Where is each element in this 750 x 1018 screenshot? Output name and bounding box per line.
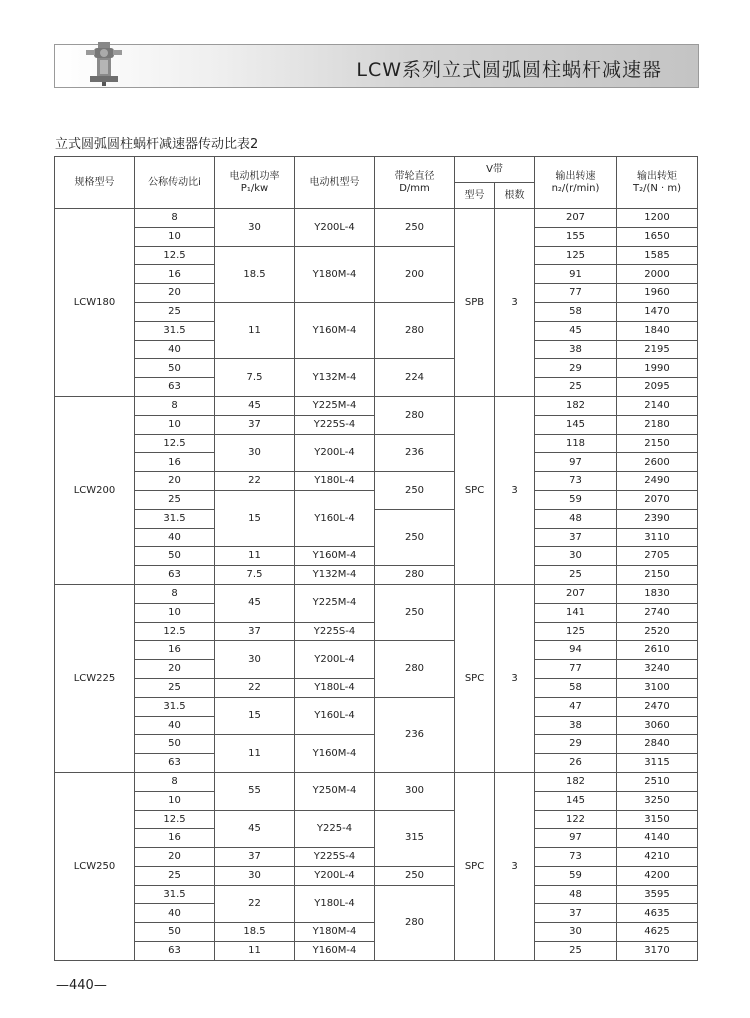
torque-cell: 2510 — [617, 772, 698, 791]
torque-cell: 2140 — [617, 396, 698, 415]
ratio-cell: 31.5 — [135, 509, 215, 528]
torque-cell: 2520 — [617, 622, 698, 641]
speed-cell: 25 — [535, 942, 617, 961]
ratio-cell: 40 — [135, 904, 215, 923]
torque-cell: 1830 — [617, 584, 698, 603]
pulley-cell: 280 — [375, 885, 455, 960]
ratio-cell: 16 — [135, 265, 215, 284]
motor-cell: Y225S-4 — [295, 622, 375, 641]
speed-cell: 38 — [535, 716, 617, 735]
speed-cell: 141 — [535, 603, 617, 622]
speed-cell: 25 — [535, 566, 617, 585]
vbelt-type-cell: SPC — [455, 772, 495, 960]
ratio-cell: 31.5 — [135, 321, 215, 340]
motor-cell: Y180L-4 — [295, 472, 375, 491]
speed-cell: 207 — [535, 209, 617, 228]
motor-cell: Y200L-4 — [295, 866, 375, 885]
speed-cell: 73 — [535, 472, 617, 491]
ratio-cell: 31.5 — [135, 885, 215, 904]
ratio-cell: 50 — [135, 735, 215, 754]
ratio-cell: 8 — [135, 584, 215, 603]
ratio-cell: 12.5 — [135, 246, 215, 265]
pulley-cell: 250 — [375, 472, 455, 510]
vbelt-type-cell: SPC — [455, 396, 495, 584]
torque-cell: 3250 — [617, 791, 698, 810]
ratio-cell: 20 — [135, 472, 215, 491]
table-row — [55, 359, 698, 378]
motor-cell: Y180L-4 — [295, 678, 375, 697]
power-cell: 37 — [215, 415, 295, 434]
power-cell: 30 — [215, 641, 295, 679]
model-cell: LCW200 — [55, 396, 135, 584]
pulley-cell: 200 — [375, 246, 455, 302]
power-cell: 15 — [215, 697, 295, 735]
table-row — [55, 396, 698, 415]
power-cell: 22 — [215, 678, 295, 697]
header-speed: 输出转速 n₂/(r/min) — [535, 157, 617, 209]
speed-cell: 29 — [535, 735, 617, 754]
power-cell: 45 — [215, 396, 295, 415]
ratio-cell: 8 — [135, 772, 215, 791]
motor-cell: Y132M-4 — [295, 566, 375, 585]
torque-cell: 1200 — [617, 209, 698, 228]
torque-cell: 2070 — [617, 490, 698, 509]
speed-cell: 118 — [535, 434, 617, 453]
ratio-cell: 50 — [135, 547, 215, 566]
power-cell: 11 — [215, 735, 295, 773]
ratio-cell: 63 — [135, 378, 215, 397]
motor-cell: Y200L-4 — [295, 641, 375, 679]
ratio-cell: 63 — [135, 942, 215, 961]
table-row — [55, 509, 698, 528]
speed-cell: 29 — [535, 359, 617, 378]
motor-cell: Y180M-4 — [295, 246, 375, 302]
torque-cell: 2610 — [617, 641, 698, 660]
torque-cell: 3150 — [617, 810, 698, 829]
motor-cell: Y160M-4 — [295, 302, 375, 358]
vbelt-type-cell: SPC — [455, 584, 495, 772]
motor-cell: Y225M-4 — [295, 396, 375, 415]
power-cell: 37 — [215, 848, 295, 867]
ratio-cell: 63 — [135, 754, 215, 773]
header-vbelt: V带 — [455, 157, 535, 183]
power-cell: 11 — [215, 942, 295, 961]
header-model: 规格型号 — [55, 157, 135, 209]
pulley-cell: 280 — [375, 396, 455, 434]
torque-cell: 4625 — [617, 923, 698, 942]
speed-cell: 58 — [535, 678, 617, 697]
speed-cell: 48 — [535, 509, 617, 528]
speed-cell: 37 — [535, 528, 617, 547]
motor-cell: Y225S-4 — [295, 415, 375, 434]
ratio-cell: 40 — [135, 716, 215, 735]
power-cell: 11 — [215, 302, 295, 358]
torque-cell: 2150 — [617, 566, 698, 585]
speed-cell: 59 — [535, 866, 617, 885]
header-power: 电动机功率 P₁/kw — [215, 157, 295, 209]
ratio-cell: 16 — [135, 641, 215, 660]
power-cell: 55 — [215, 772, 295, 810]
table-row — [55, 472, 698, 491]
speed-cell: 58 — [535, 302, 617, 321]
table-row — [55, 641, 698, 660]
torque-cell: 1650 — [617, 227, 698, 246]
transmission-ratio-table — [54, 156, 698, 961]
ratio-cell: 40 — [135, 528, 215, 547]
header-pulley: 带轮直径 D/mm — [375, 157, 455, 209]
pulley-cell: 236 — [375, 434, 455, 472]
table-body — [55, 209, 698, 961]
motor-cell: Y160M-4 — [295, 942, 375, 961]
torque-cell: 1960 — [617, 284, 698, 303]
torque-cell: 2840 — [617, 735, 698, 754]
power-cell: 11 — [215, 547, 295, 566]
header-vbelt-count: 根数 — [495, 183, 535, 209]
speed-cell: 38 — [535, 340, 617, 359]
torque-cell: 2390 — [617, 509, 698, 528]
torque-cell: 3100 — [617, 678, 698, 697]
ratio-cell: 50 — [135, 923, 215, 942]
speed-cell: 45 — [535, 321, 617, 340]
pulley-cell: 224 — [375, 359, 455, 397]
power-cell: 22 — [215, 885, 295, 923]
table-row — [55, 302, 698, 321]
speed-cell: 59 — [535, 490, 617, 509]
ratio-cell: 10 — [135, 603, 215, 622]
speed-cell: 47 — [535, 697, 617, 716]
power-cell: 7.5 — [215, 359, 295, 397]
power-cell: 15 — [215, 490, 295, 546]
torque-cell: 2180 — [617, 415, 698, 434]
pulley-cell: 250 — [375, 584, 455, 640]
motor-cell: Y160L-4 — [295, 697, 375, 735]
speed-cell: 91 — [535, 265, 617, 284]
header-ratio: 公称传动比i — [135, 157, 215, 209]
model-cell: LCW225 — [55, 584, 135, 772]
torque-cell: 4140 — [617, 829, 698, 848]
speed-cell: 122 — [535, 810, 617, 829]
torque-cell: 2490 — [617, 472, 698, 491]
ratio-cell: 25 — [135, 866, 215, 885]
motor-cell: Y200L-4 — [295, 434, 375, 472]
torque-cell: 2470 — [617, 697, 698, 716]
ratio-cell: 40 — [135, 340, 215, 359]
header-vbelt-type: 型号 — [455, 183, 495, 209]
speed-cell: 30 — [535, 923, 617, 942]
speed-cell: 125 — [535, 622, 617, 641]
torque-cell: 3110 — [617, 528, 698, 547]
motor-cell: Y160M-4 — [295, 735, 375, 773]
table-row — [55, 866, 698, 885]
power-cell: 30 — [215, 434, 295, 472]
speed-cell: 30 — [535, 547, 617, 566]
torque-cell: 3595 — [617, 885, 698, 904]
torque-cell: 3170 — [617, 942, 698, 961]
ratio-cell: 20 — [135, 848, 215, 867]
speed-cell: 182 — [535, 772, 617, 791]
torque-cell: 2195 — [617, 340, 698, 359]
pulley-cell: 315 — [375, 810, 455, 866]
model-cell: LCW250 — [55, 772, 135, 960]
pulley-cell: 300 — [375, 772, 455, 810]
page-title: LCW系列立式圆弧圆柱蜗杆减速器 — [356, 59, 662, 81]
ratio-cell: 10 — [135, 227, 215, 246]
torque-cell: 2705 — [617, 547, 698, 566]
speed-cell: 73 — [535, 848, 617, 867]
ratio-cell: 12.5 — [135, 810, 215, 829]
vbelt-count-cell: 3 — [495, 772, 535, 960]
ratio-cell: 12.5 — [135, 622, 215, 641]
torque-cell: 3240 — [617, 660, 698, 679]
table-row — [55, 566, 698, 585]
ratio-cell: 63 — [135, 566, 215, 585]
torque-cell: 3060 — [617, 716, 698, 735]
ratio-cell: 12.5 — [135, 434, 215, 453]
torque-cell: 4635 — [617, 904, 698, 923]
torque-cell: 2095 — [617, 378, 698, 397]
vbelt-count-cell: 3 — [495, 396, 535, 584]
power-cell: 45 — [215, 584, 295, 622]
ratio-cell: 10 — [135, 791, 215, 810]
pulley-cell: 250 — [375, 509, 455, 565]
torque-cell: 2150 — [617, 434, 698, 453]
motor-cell: Y180L-4 — [295, 885, 375, 923]
speed-cell: 37 — [535, 904, 617, 923]
speed-cell: 145 — [535, 415, 617, 434]
page-number: —440— — [56, 978, 107, 993]
speed-cell: 125 — [535, 246, 617, 265]
table-row — [55, 885, 698, 904]
ratio-cell: 20 — [135, 284, 215, 303]
speed-cell: 48 — [535, 885, 617, 904]
pulley-cell: 236 — [375, 697, 455, 772]
torque-cell: 1840 — [617, 321, 698, 340]
motor-cell: Y180M-4 — [295, 923, 375, 942]
reducer-machine-icon — [80, 40, 128, 86]
torque-cell: 2600 — [617, 453, 698, 472]
vbelt-type-cell: SPB — [455, 209, 495, 397]
speed-cell: 77 — [535, 660, 617, 679]
torque-cell: 1585 — [617, 246, 698, 265]
table-row — [55, 434, 698, 453]
ratio-cell: 8 — [135, 209, 215, 228]
table-row — [55, 584, 698, 603]
ratio-cell: 25 — [135, 490, 215, 509]
vbelt-count-cell: 3 — [495, 209, 535, 397]
ratio-cell: 31.5 — [135, 697, 215, 716]
ratio-cell: 25 — [135, 302, 215, 321]
speed-cell: 25 — [535, 378, 617, 397]
pulley-cell: 250 — [375, 866, 455, 885]
table-row — [55, 772, 698, 791]
table-row — [55, 209, 698, 228]
ratio-cell: 16 — [135, 453, 215, 472]
torque-cell: 2000 — [617, 265, 698, 284]
power-cell: 30 — [215, 209, 295, 247]
speed-cell: 77 — [535, 284, 617, 303]
torque-cell: 4200 — [617, 866, 698, 885]
speed-cell: 94 — [535, 641, 617, 660]
motor-cell: Y160L-4 — [295, 490, 375, 546]
speed-cell: 97 — [535, 453, 617, 472]
table-row — [55, 697, 698, 716]
pulley-cell: 250 — [375, 209, 455, 247]
motor-cell: Y225S-4 — [295, 848, 375, 867]
speed-cell: 97 — [535, 829, 617, 848]
speed-cell: 182 — [535, 396, 617, 415]
motor-cell: Y200L-4 — [295, 209, 375, 247]
pulley-cell: 280 — [375, 302, 455, 358]
ratio-cell: 8 — [135, 396, 215, 415]
header-torque: 输出转矩 T₂/(N · m) — [617, 157, 698, 209]
motor-cell: Y160M-4 — [295, 547, 375, 566]
table-row — [55, 246, 698, 265]
ratio-cell: 16 — [135, 829, 215, 848]
power-cell: 18.5 — [215, 246, 295, 302]
vbelt-count-cell: 3 — [495, 584, 535, 772]
ratio-cell: 25 — [135, 678, 215, 697]
motor-cell: Y225M-4 — [295, 584, 375, 622]
ratio-cell: 20 — [135, 660, 215, 679]
ratio-cell: 50 — [135, 359, 215, 378]
torque-cell: 3115 — [617, 754, 698, 773]
speed-cell: 145 — [535, 791, 617, 810]
torque-cell: 2740 — [617, 603, 698, 622]
torque-cell: 1470 — [617, 302, 698, 321]
power-cell: 30 — [215, 866, 295, 885]
table-row — [55, 810, 698, 829]
power-cell: 45 — [215, 810, 295, 848]
header-motor: 电动机型号 — [295, 157, 375, 209]
motor-cell: Y225-4 — [295, 810, 375, 848]
power-cell: 18.5 — [215, 923, 295, 942]
model-cell: LCW180 — [55, 209, 135, 397]
torque-cell: 4210 — [617, 848, 698, 867]
motor-cell: Y250M-4 — [295, 772, 375, 810]
speed-cell: 155 — [535, 227, 617, 246]
power-cell: 37 — [215, 622, 295, 641]
ratio-cell: 10 — [135, 415, 215, 434]
motor-cell: Y132M-4 — [295, 359, 375, 397]
table-title: 立式圆弧圆柱蜗杆减速器传动比表2 — [55, 137, 259, 152]
torque-cell: 1990 — [617, 359, 698, 378]
power-cell: 7.5 — [215, 566, 295, 585]
pulley-cell: 280 — [375, 641, 455, 697]
power-cell: 22 — [215, 472, 295, 491]
pulley-cell: 280 — [375, 566, 455, 585]
speed-cell: 26 — [535, 754, 617, 773]
speed-cell: 207 — [535, 584, 617, 603]
